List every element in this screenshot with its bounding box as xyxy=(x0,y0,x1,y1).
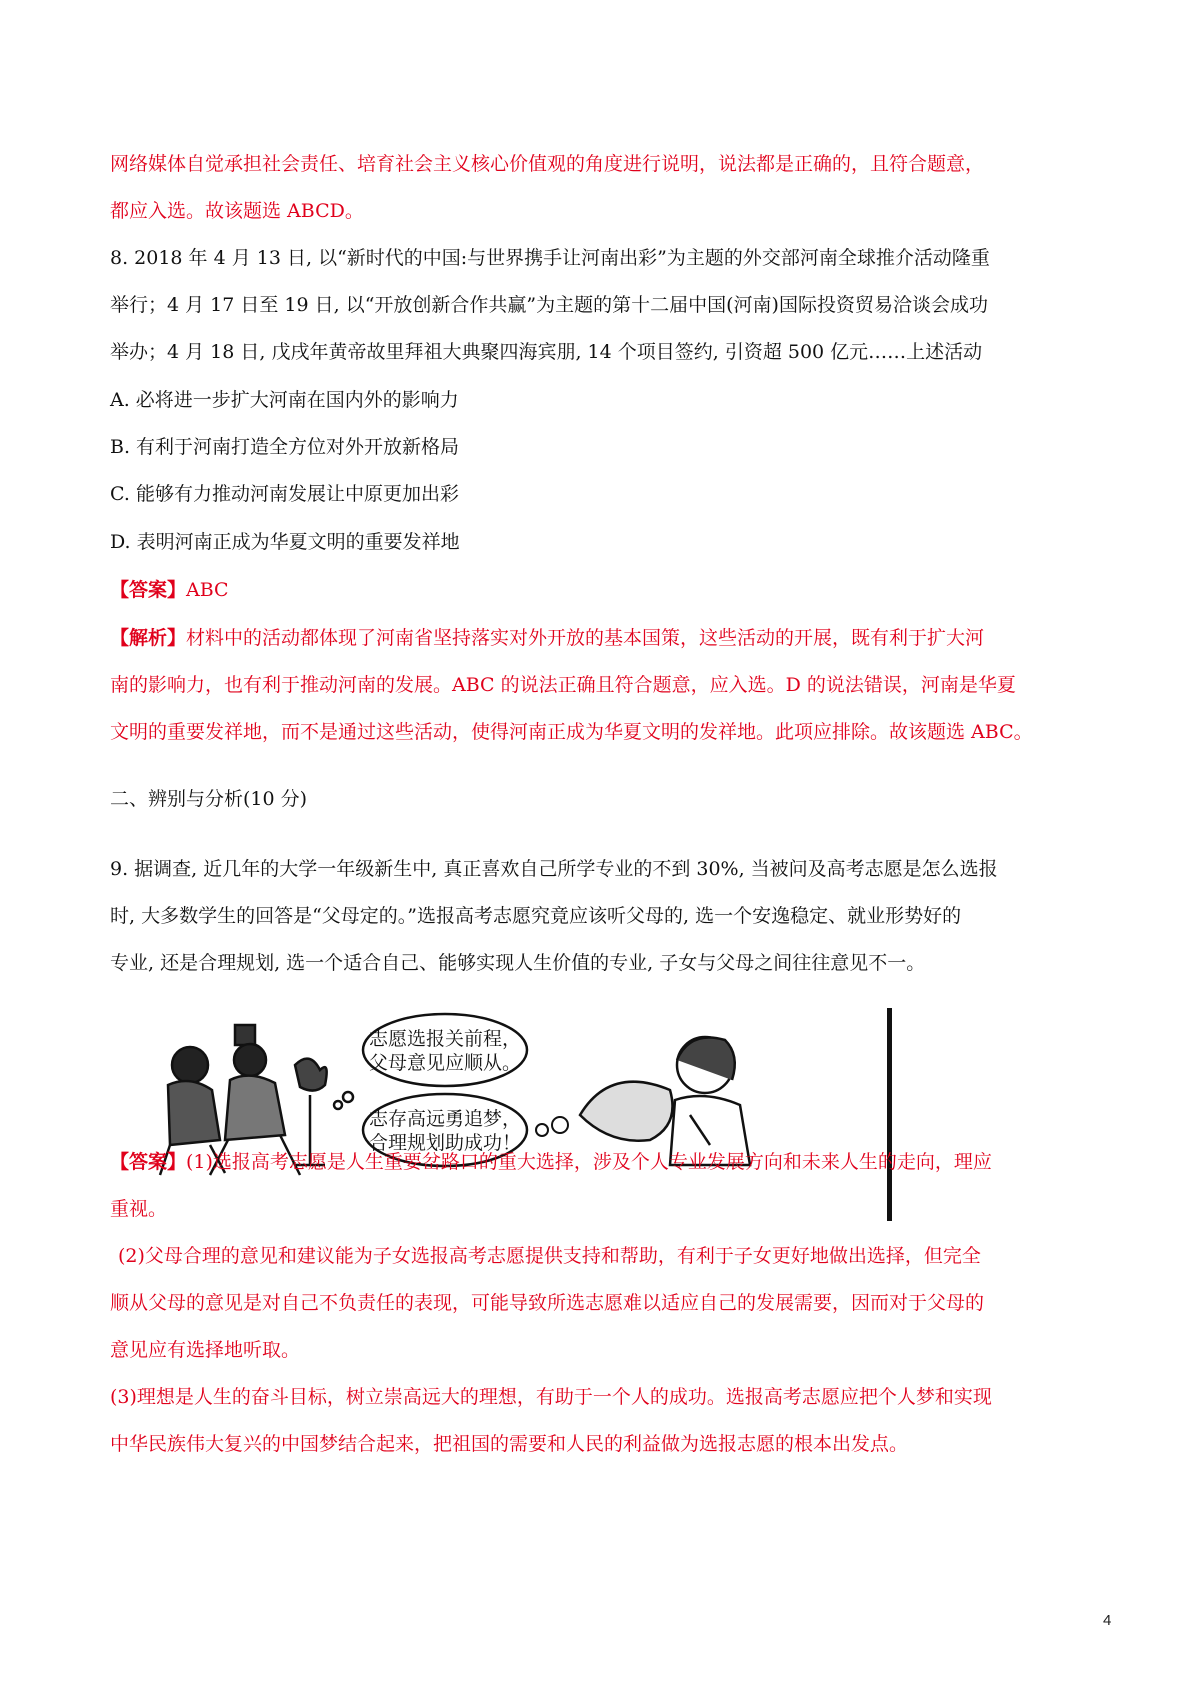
q9-answer-2-line-3: 意见应有选择地听取。 xyxy=(110,1339,301,1361)
q8-stem-line-1: 8. 2018 年 4 月 13 日, 以“新时代的中国:与世界携手让河南出彩”为主题的外交部河南全球推介活动隆重 xyxy=(110,247,990,269)
vertical-divider-bar xyxy=(887,1008,892,1221)
page-number: 4 xyxy=(1103,1612,1112,1629)
bubble-1-line-2: 父母意见应顺从。 xyxy=(368,1052,522,1074)
thought-dots xyxy=(536,1117,568,1136)
q9-answer-tag: 【答案】 xyxy=(110,1151,187,1173)
q8-explain-line-1 xyxy=(110,626,984,650)
q8-explain-line-3: 文明的重要发祥地，而不是通过这些活动，使得河南正成为华夏文明的发祥地。此项应排除。故该题选 ABC。 xyxy=(110,721,1033,743)
q8-stem-line-3: 举办；4 月 18 日, 戊戌年黄帝故里拜祖大典聚四海宾朋, 14 个项目签约, 引资超 500 亿元……上述活动 xyxy=(110,341,983,363)
q9-answer-1-text: (1)选报高考志愿是人生重要岔路口的重大选择，涉及个人专业发展方向和未来人生的走向，理应 xyxy=(186,1151,992,1173)
q8-option-c: C. 能够有力推动河南发展让中原更加出彩 xyxy=(110,483,459,505)
q9-answer-2-line-1: (2)父母合理的意见和建议能为子女选报高考志愿提供支持和帮助，有利于子女更好地做出选择，但完全 xyxy=(118,1245,981,1267)
q7-explain-line-2: 都应入选。故该题选 ABCD。 xyxy=(110,200,364,222)
q8-answer-tag: 【答案】 xyxy=(110,579,187,601)
q8-stem-line-2: 举行；4 月 17 日至 19 日, 以“开放创新合作共赢”为主题的第十二届中国(河南)国际投资贸易洽谈会成功 xyxy=(110,294,988,316)
q8-answer xyxy=(110,578,229,602)
q7-explain-line-1: 网络媒体自觉承担社会责任、培育社会主义核心价值观的角度进行说明，说法都是正确的，且符合题意， xyxy=(110,153,985,175)
q9-answer-3-line-1: (3)理想是人生的奋斗目标，树立崇高远大的理想，有助于一个人的成功。选报高考志愿应把个人梦和实现 xyxy=(110,1386,992,1408)
q8-explain-text-1: 材料中的活动都体现了河南省坚持落实对外开放的基本国策，这些活动的开展，既有利于扩大河 xyxy=(186,627,985,649)
q8-option-b: B. 有利于河南打造全方位对外开放新格局 xyxy=(110,436,460,458)
q8-option-a: A. 必将进一步扩大河南在国内外的影响力 xyxy=(110,389,459,411)
q9-stem-line-1: 9. 据调查, 近几年的大学一年级新生中, 真正喜欢自己所学专业的不到 30%, 当被问及高考志愿是怎么选报 xyxy=(110,858,998,880)
q8-option-d: D. 表明河南正成为华夏文明的重要发祥地 xyxy=(110,531,460,553)
q9-stem-line-2: 时, 大多数学生的回答是“父母定的。”选报高考志愿究竟应该听父母的, 选一个安逸稳定、就业形势好的 xyxy=(110,905,962,927)
bubble-2-line-1: 志存高远勇追梦， xyxy=(368,1108,522,1130)
q9-stem-line-3: 专业, 还是合理规划, 选一个适合自己、能够实现人生价值的专业, 子女与父母之间往往意见不一。 xyxy=(110,952,926,974)
bubble-2-line-2: 合理规划助成功！ xyxy=(368,1132,522,1154)
q9-answer-1-line-1 xyxy=(110,1150,992,1174)
speech-bubble-1 xyxy=(363,1014,527,1086)
q9-answer-2-line-2: 顺从父母的意见是对自己不负责任的表现，可能导致所选志愿难以适应自己的发展需要，因而对于父母的 xyxy=(110,1292,985,1314)
q9-answer-3-line-2: 中华民族伟大复兴的中国梦结合起来，把祖国的需要和人民的利益做为选报志愿的根本出发点。 xyxy=(110,1433,909,1455)
bubble-1-line-1: 志愿选报关前程， xyxy=(368,1028,522,1050)
q8-explain-line-2: 南的影响力，也有利于推动河南的发展。ABC 的说法正确且符合题意，应入选。D 的说法错误，河南是华夏 xyxy=(110,674,1016,696)
section-heading: 二、辨别与分析(10 分) xyxy=(110,788,308,810)
student-figure xyxy=(580,1037,750,1165)
q8-answer-value: ABC xyxy=(186,579,229,601)
q8-explain-tag: 【解析】 xyxy=(110,627,187,649)
q9-answer-1-line-2: 重视。 xyxy=(110,1198,168,1220)
